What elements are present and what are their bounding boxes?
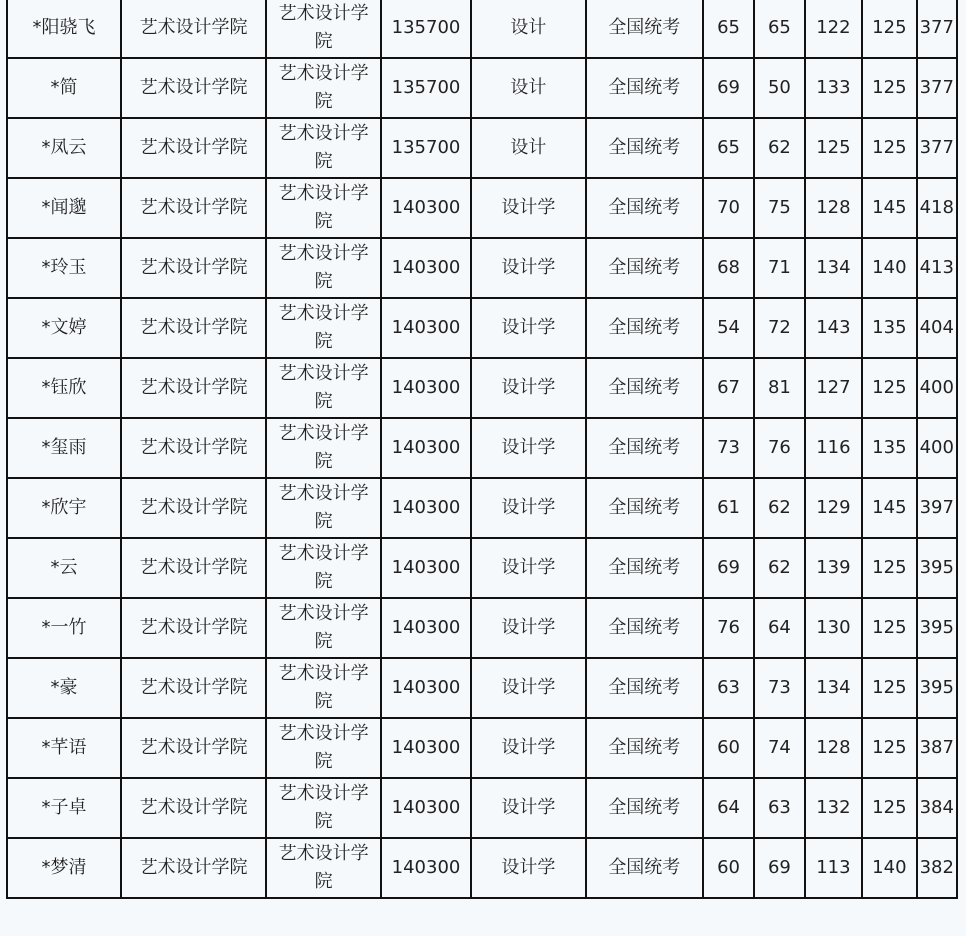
department-cell: 艺术设计学院 — [266, 58, 381, 118]
foreign-language-score-cell: 69 — [754, 838, 804, 898]
major-code-cell: 140300 — [381, 358, 471, 418]
subject2-score-cell: 125 — [862, 778, 916, 838]
student-name-cell: *云 — [7, 538, 121, 598]
college-cell: 艺术设计学院 — [121, 178, 266, 238]
department-cell: 艺术设计学院 — [266, 478, 381, 538]
admissions-table — [6, 0, 958, 899]
table-row — [7, 298, 957, 358]
exam-type-cell: 全国统考 — [586, 298, 703, 358]
major-name-cell: 设计 — [471, 58, 586, 118]
table-row — [7, 538, 957, 598]
student-name-cell: *豪 — [7, 658, 121, 718]
major-name-cell: 设计学 — [471, 238, 586, 298]
student-name-cell: *闻邈 — [7, 178, 121, 238]
politics-score-cell: 69 — [703, 58, 754, 118]
department-cell: 艺术设计学院 — [266, 0, 381, 58]
subject2-score-cell: 125 — [862, 538, 916, 598]
total-score-cell: 400 — [917, 418, 957, 478]
exam-type-cell: 全国统考 — [586, 0, 703, 58]
exam-type-cell: 全国统考 — [586, 178, 703, 238]
exam-type-cell: 全国统考 — [586, 778, 703, 838]
foreign-language-score-cell: 63 — [754, 778, 804, 838]
major-code-cell: 140300 — [381, 658, 471, 718]
major-name-cell: 设计学 — [471, 298, 586, 358]
major-code-cell: 140300 — [381, 778, 471, 838]
politics-score-cell: 65 — [703, 0, 754, 58]
major-code-cell: 135700 — [381, 118, 471, 178]
politics-score-cell: 68 — [703, 238, 754, 298]
department-cell: 艺术设计学院 — [266, 718, 381, 778]
politics-score-cell: 64 — [703, 778, 754, 838]
college-cell: 艺术设计学院 — [121, 718, 266, 778]
subject1-score-cell: 133 — [805, 58, 862, 118]
major-name-cell: 设计学 — [471, 538, 586, 598]
exam-type-cell: 全国统考 — [586, 238, 703, 298]
department-cell: 艺术设计学院 — [266, 178, 381, 238]
college-cell: 艺术设计学院 — [121, 778, 266, 838]
politics-score-cell: 54 — [703, 298, 754, 358]
major-code-cell: 140300 — [381, 838, 471, 898]
exam-type-cell: 全国统考 — [586, 658, 703, 718]
table-row — [7, 58, 957, 118]
student-name-cell: *玺雨 — [7, 418, 121, 478]
subject2-score-cell: 125 — [862, 58, 916, 118]
total-score-cell: 404 — [917, 298, 957, 358]
foreign-language-score-cell: 62 — [754, 538, 804, 598]
foreign-language-score-cell: 75 — [754, 178, 804, 238]
major-name-cell: 设计学 — [471, 658, 586, 718]
exam-type-cell: 全国统考 — [586, 598, 703, 658]
subject1-score-cell: 134 — [805, 658, 862, 718]
major-code-cell: 140300 — [381, 478, 471, 538]
department-cell: 艺术设计学院 — [266, 838, 381, 898]
exam-type-cell: 全国统考 — [586, 358, 703, 418]
subject2-score-cell: 140 — [862, 238, 916, 298]
student-name-cell: *子卓 — [7, 778, 121, 838]
table-row — [7, 118, 957, 178]
department-cell: 艺术设计学院 — [266, 538, 381, 598]
student-name-cell: *阳骁飞 — [7, 0, 121, 58]
table-row — [7, 238, 957, 298]
total-score-cell: 384 — [917, 778, 957, 838]
major-name-cell: 设计学 — [471, 478, 586, 538]
subject1-score-cell: 127 — [805, 358, 862, 418]
department-cell: 艺术设计学院 — [266, 778, 381, 838]
subject1-score-cell: 128 — [805, 178, 862, 238]
college-cell: 艺术设计学院 — [121, 538, 266, 598]
foreign-language-score-cell: 50 — [754, 58, 804, 118]
politics-score-cell: 69 — [703, 538, 754, 598]
department-cell: 艺术设计学院 — [266, 598, 381, 658]
subject1-score-cell: 132 — [805, 778, 862, 838]
major-code-cell: 140300 — [381, 418, 471, 478]
table-row — [7, 598, 957, 658]
table-row — [7, 418, 957, 478]
politics-score-cell: 60 — [703, 718, 754, 778]
subject2-score-cell: 135 — [862, 298, 916, 358]
foreign-language-score-cell: 62 — [754, 118, 804, 178]
table-row — [7, 178, 957, 238]
foreign-language-score-cell: 73 — [754, 658, 804, 718]
table-row — [7, 358, 957, 418]
politics-score-cell: 67 — [703, 358, 754, 418]
subject1-score-cell: 139 — [805, 538, 862, 598]
subject1-score-cell: 129 — [805, 478, 862, 538]
major-code-cell: 140300 — [381, 178, 471, 238]
major-name-cell: 设计学 — [471, 778, 586, 838]
total-score-cell: 387 — [917, 718, 957, 778]
foreign-language-score-cell: 81 — [754, 358, 804, 418]
total-score-cell: 418 — [917, 178, 957, 238]
department-cell: 艺术设计学院 — [266, 238, 381, 298]
major-name-cell: 设计学 — [471, 838, 586, 898]
politics-score-cell: 76 — [703, 598, 754, 658]
student-name-cell: *凤云 — [7, 118, 121, 178]
major-name-cell: 设计学 — [471, 598, 586, 658]
subject1-score-cell: 134 — [805, 238, 862, 298]
subject1-score-cell: 113 — [805, 838, 862, 898]
college-cell: 艺术设计学院 — [121, 418, 266, 478]
politics-score-cell: 63 — [703, 658, 754, 718]
foreign-language-score-cell: 64 — [754, 598, 804, 658]
major-code-cell: 140300 — [381, 718, 471, 778]
foreign-language-score-cell: 74 — [754, 718, 804, 778]
major-code-cell: 140300 — [381, 598, 471, 658]
foreign-language-score-cell: 62 — [754, 478, 804, 538]
major-name-cell: 设计学 — [471, 178, 586, 238]
foreign-language-score-cell: 76 — [754, 418, 804, 478]
college-cell: 艺术设计学院 — [121, 838, 266, 898]
student-name-cell: *简 — [7, 58, 121, 118]
major-code-cell: 140300 — [381, 298, 471, 358]
college-cell: 艺术设计学院 — [121, 118, 266, 178]
major-code-cell: 135700 — [381, 58, 471, 118]
total-score-cell: 377 — [917, 0, 957, 58]
department-cell: 艺术设计学院 — [266, 418, 381, 478]
total-score-cell: 400 — [917, 358, 957, 418]
college-cell: 艺术设计学院 — [121, 478, 266, 538]
college-cell: 艺术设计学院 — [121, 658, 266, 718]
exam-type-cell: 全国统考 — [586, 838, 703, 898]
college-cell: 艺术设计学院 — [121, 0, 266, 58]
total-score-cell: 377 — [917, 58, 957, 118]
major-code-cell: 135700 — [381, 0, 471, 58]
student-name-cell: *芊语 — [7, 718, 121, 778]
exam-type-cell: 全国统考 — [586, 418, 703, 478]
total-score-cell: 395 — [917, 538, 957, 598]
subject2-score-cell: 140 — [862, 838, 916, 898]
total-score-cell: 382 — [917, 838, 957, 898]
subject2-score-cell: 125 — [862, 598, 916, 658]
exam-type-cell: 全国统考 — [586, 58, 703, 118]
total-score-cell: 395 — [917, 658, 957, 718]
student-name-cell: *梦清 — [7, 838, 121, 898]
subject1-score-cell: 122 — [805, 0, 862, 58]
subject2-score-cell: 125 — [862, 718, 916, 778]
subject1-score-cell: 128 — [805, 718, 862, 778]
college-cell: 艺术设计学院 — [121, 298, 266, 358]
subject1-score-cell: 116 — [805, 418, 862, 478]
table-body — [7, 0, 957, 898]
college-cell: 艺术设计学院 — [121, 238, 266, 298]
exam-type-cell: 全国统考 — [586, 118, 703, 178]
subject2-score-cell: 125 — [862, 118, 916, 178]
foreign-language-score-cell: 72 — [754, 298, 804, 358]
department-cell: 艺术设计学院 — [266, 298, 381, 358]
exam-type-cell: 全国统考 — [586, 538, 703, 598]
college-cell: 艺术设计学院 — [121, 358, 266, 418]
table-row — [7, 838, 957, 898]
student-name-cell: *钰欣 — [7, 358, 121, 418]
major-name-cell: 设计学 — [471, 718, 586, 778]
foreign-language-score-cell: 71 — [754, 238, 804, 298]
subject1-score-cell: 130 — [805, 598, 862, 658]
student-name-cell: *欣宇 — [7, 478, 121, 538]
politics-score-cell: 60 — [703, 838, 754, 898]
major-code-cell: 140300 — [381, 538, 471, 598]
major-code-cell: 140300 — [381, 238, 471, 298]
subject1-score-cell: 143 — [805, 298, 862, 358]
foreign-language-score-cell: 65 — [754, 0, 804, 58]
subject1-score-cell: 125 — [805, 118, 862, 178]
politics-score-cell: 61 — [703, 478, 754, 538]
subject2-score-cell: 135 — [862, 418, 916, 478]
major-name-cell: 设计 — [471, 0, 586, 58]
major-name-cell: 设计 — [471, 118, 586, 178]
total-score-cell: 397 — [917, 478, 957, 538]
politics-score-cell: 65 — [703, 118, 754, 178]
student-name-cell: *玲玉 — [7, 238, 121, 298]
exam-type-cell: 全国统考 — [586, 718, 703, 778]
table-row — [7, 478, 957, 538]
politics-score-cell: 70 — [703, 178, 754, 238]
subject2-score-cell: 145 — [862, 478, 916, 538]
total-score-cell: 413 — [917, 238, 957, 298]
department-cell: 艺术设计学院 — [266, 118, 381, 178]
subject2-score-cell: 145 — [862, 178, 916, 238]
major-name-cell: 设计学 — [471, 358, 586, 418]
college-cell: 艺术设计学院 — [121, 598, 266, 658]
table-row — [7, 778, 957, 838]
subject2-score-cell: 125 — [862, 358, 916, 418]
department-cell: 艺术设计学院 — [266, 358, 381, 418]
exam-type-cell: 全国统考 — [586, 478, 703, 538]
subject2-score-cell: 125 — [862, 658, 916, 718]
table-row — [7, 658, 957, 718]
total-score-cell: 377 — [917, 118, 957, 178]
total-score-cell: 395 — [917, 598, 957, 658]
student-name-cell: *文婷 — [7, 298, 121, 358]
department-cell: 艺术设计学院 — [266, 658, 381, 718]
major-name-cell: 设计学 — [471, 418, 586, 478]
college-cell: 艺术设计学院 — [121, 58, 266, 118]
table-row — [7, 0, 957, 58]
politics-score-cell: 73 — [703, 418, 754, 478]
student-name-cell: *一竹 — [7, 598, 121, 658]
table-row — [7, 718, 957, 778]
subject2-score-cell: 125 — [862, 0, 916, 58]
